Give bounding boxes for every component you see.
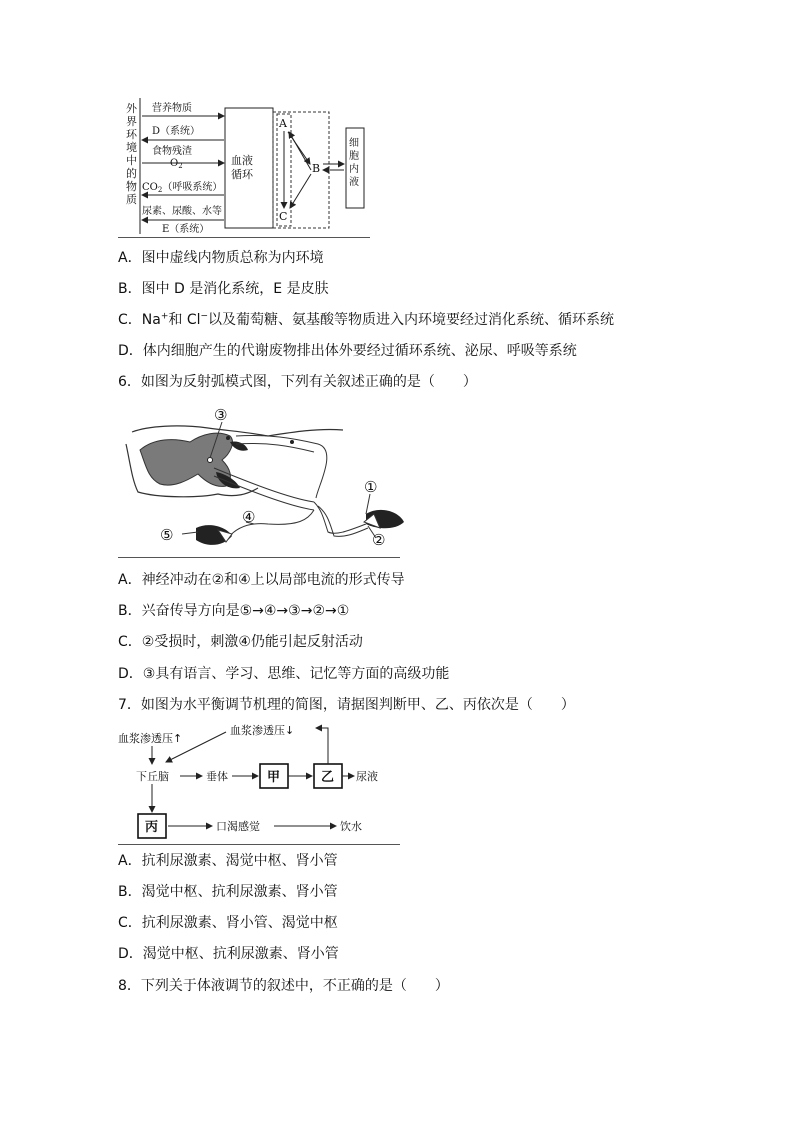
svg-text:外: 外 (126, 102, 137, 115)
blood-circulation-label: 血液 (231, 154, 253, 167)
svg-text:物: 物 (126, 180, 137, 193)
q7-option-a: A．抗利尿激素、渴觉中枢、肾小管 (118, 853, 338, 869)
plasma-down-label: 血浆渗透压↓ (230, 724, 295, 737)
plasma-up-label: 血浆渗透压↑ (118, 732, 183, 745)
label-4: ④ (242, 508, 256, 526)
label-co2: $CO_2$（呼吸系统） (142, 182, 223, 194)
svg-text:境: 境 (126, 141, 137, 154)
svg-text:中: 中 (126, 154, 137, 167)
q8-stem: 8．下列关于体液调节的叙述中，不正确的是（ ） (118, 978, 449, 994)
label-system-e: E（系统） (162, 224, 210, 235)
pituitary-label: 垂体 (206, 770, 228, 783)
bing-label: 丙 (145, 820, 159, 835)
label-nutrients: 营养物质 (152, 103, 192, 114)
hypothalamus-label: 下丘脑 (136, 770, 169, 783)
q6-figure-rule (118, 557, 400, 558)
svg-text:循环: 循环 (231, 168, 253, 181)
q7-option-c: C．抗利尿激素、肾小管、渴觉中枢 (118, 915, 338, 931)
q5-figure-rule (118, 237, 370, 238)
q7-figure (118, 718, 408, 846)
label-1: ① (364, 478, 378, 496)
outside-environment-label (126, 101, 138, 206)
q7-option-d: D．渴觉中枢、抗利尿激素、肾小管 (118, 946, 339, 962)
homeostasis-diagram (118, 98, 378, 240)
node-c: C (279, 210, 288, 223)
intracellular-fluid-label (349, 137, 359, 188)
q5-figure (118, 98, 378, 240)
label-5: ⑤ (160, 526, 174, 544)
svg-text:胞: 胞 (349, 151, 359, 162)
q5-option-d: D．体内细胞产生的代谢废物排出体外要经过循环系统、泌尿、呼吸等系统 (118, 343, 577, 359)
q6-option-a: A．神经冲动在②和④上以局部电流的形式传导 (118, 572, 405, 588)
svg-text:液: 液 (349, 177, 359, 188)
q6-option-c: C．②受损时，刺激④仍能引起反射活动 (118, 634, 363, 650)
q7-figure-rule (118, 844, 400, 845)
svg-text:质: 质 (126, 193, 137, 206)
node-b: B (312, 162, 321, 175)
urine-label: 尿液 (356, 770, 378, 783)
q5-option-b: B．图中 D 是消化系统，E 是皮肤 (118, 281, 329, 297)
water-balance-diagram (118, 718, 408, 846)
q6-stem: 6．如图为反射弧模式图，下列有关叙述正确的是（ ） (118, 374, 477, 390)
drink-label: 饮水 (340, 820, 362, 833)
jia-label: 甲 (267, 770, 281, 785)
q5-option-c: C．Na+和 Cl−以及葡萄糖、氨基酸等物质进入内环境要经过消化系统、循环系统 (118, 311, 615, 328)
q5-option-a: A．图中虚线内物质总称为内环境 (118, 250, 324, 266)
label-urea: 尿素、尿酸、水等 (142, 206, 222, 217)
thirst-label: 口渴感觉 (216, 820, 260, 833)
svg-text:界: 界 (126, 115, 137, 128)
q7-option-b: B．渴觉中枢、抗利尿激素、肾小管 (118, 884, 338, 900)
svg-text:的: 的 (126, 167, 137, 180)
q6-figure (118, 402, 408, 558)
label-o2: $O_2$ (170, 158, 183, 170)
label-3: ③ (214, 406, 228, 424)
svg-text:细: 细 (349, 138, 359, 149)
reflex-arc-diagram (118, 402, 408, 558)
label-2: ② (372, 531, 386, 549)
yi-label: 乙 (321, 770, 335, 785)
label-food-residue: 食物残渣 (152, 146, 192, 157)
q7-stem: 7．如图为水平衡调节机理的简图，请据图判断甲、乙、丙依次是（ ） (118, 697, 575, 713)
q6-option-d: D．③具有语言、学习、思维、记忆等方面的高级功能 (118, 666, 450, 682)
svg-text:内: 内 (349, 164, 359, 175)
svg-text:环: 环 (126, 128, 137, 141)
node-a: A (279, 117, 287, 130)
q6-option-b: B．兴奋传导方向是⑤→④→③→②→① (118, 603, 350, 619)
label-system-d: D（系统） (152, 126, 201, 137)
